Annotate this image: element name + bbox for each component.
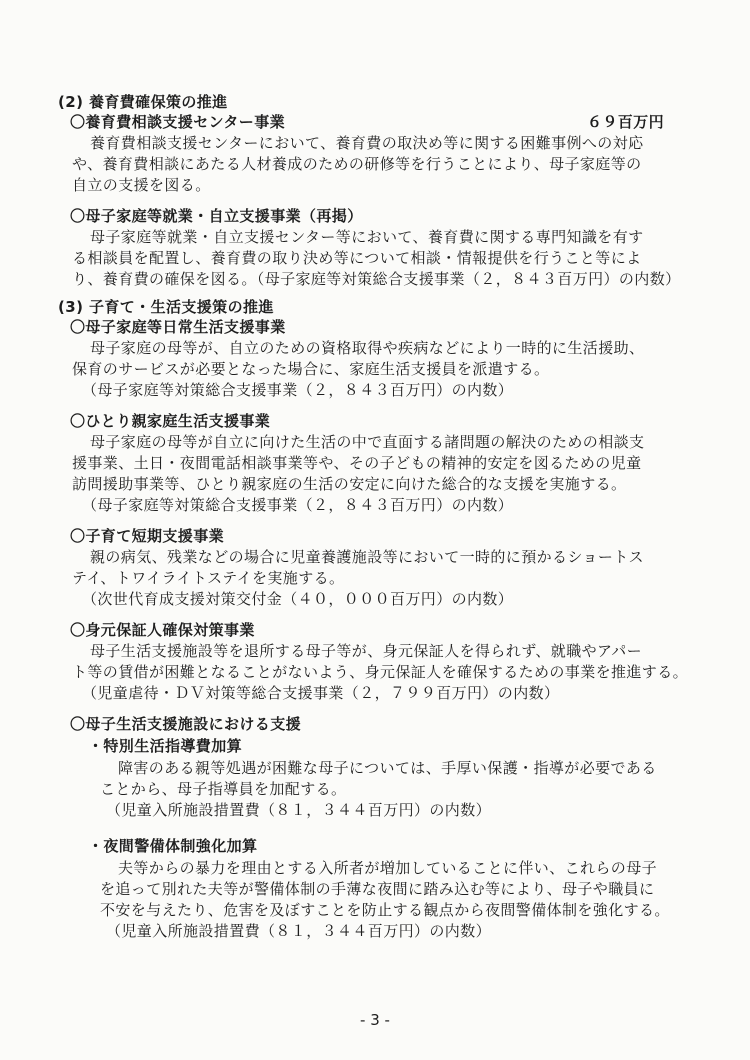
body-line: ことから、母子指導員を加配する。 <box>100 780 347 798</box>
item-title: 〇母子家庭等就業・自立支援事業（再掲） <box>70 207 363 225</box>
budget-note: （児童入所施設措置費（８１，３４４百万円）の内数） <box>106 801 492 819</box>
body-line: 母子家庭の母等が、自立のための資格取得や疾病などにより一時的に生活援助、 <box>90 339 645 357</box>
item-amount: ６９百万円 <box>586 113 664 131</box>
body-line: 不安を与えたり、危害を及ぼすことを防止する観点から夜間警備体制を強化する。 <box>100 901 670 919</box>
budget-note: （母子家庭等対策総合支援事業（２，８４３百万円）の内数） <box>82 381 514 399</box>
body-line: る相談員を配置し、養育費の取り決め等について相談・情報提供を行うこと等によ <box>72 249 642 267</box>
budget-note: （次世代育成支援対策交付金（４０，０００百万円）の内数） <box>82 590 514 608</box>
body-line: 保育のサービスが必要となった場合に、家庭生活支援員を派遣する。 <box>72 360 550 378</box>
item-title: 〇子育て短期支援事業 <box>70 527 225 545</box>
budget-note: （母子家庭等対策総合支援事業（２，８４３百万円）の内数） <box>82 496 514 514</box>
subitem-title: ・特別生活指導費加算 <box>88 737 243 755</box>
subitem-title: ・夜間警備体制強化加算 <box>88 837 258 855</box>
body-line: 援事業、土日・夜間電話相談事業等や、その子どもの精神的安定を図るための児童 <box>72 454 642 472</box>
item-title: 〇母子生活支援施設における支援 <box>70 715 302 733</box>
body-line: 母子家庭等就業・自立支援センター等において、養育費に関する専門知識を有す <box>90 228 644 246</box>
body-line: 訪問援助事業等、ひとり親家庭の生活の安定に向けた総合的な支援を実施する。 <box>72 475 627 493</box>
item-title: 〇養育費相談支援センター事業 <box>70 113 286 131</box>
item-title: 〇母子家庭等日常生活支援事業 <box>70 318 286 336</box>
body-line: 母子家庭の母等が自立に向けた生活の中で直面する諸問題の解決のための相談支 <box>90 433 645 451</box>
body-line: 養育費相談支援センターにおいて、養育費の取決め等に関する困難事例への対応 <box>90 134 644 152</box>
body-line: 親の病気、残業などの場合に児童養護施設等において一時的に預かるショートス <box>90 548 644 566</box>
budget-note: （児童虐待・ＤＶ対策等総合支援事業（２，７９９百万円）の内数） <box>82 684 560 702</box>
body-line: や、養育費相談にあたる人材養成のための研修等を行うことにより、母子家庭等の <box>72 155 642 173</box>
item-title: 〇ひとり親家庭生活支援事業 <box>70 412 271 430</box>
body-line: を追って別れた夫等が警備体制の手薄な夜間に踏み込む等により、母子や職員に <box>100 880 655 898</box>
body-line: テイ、トワイライトステイを実施する。 <box>72 569 345 587</box>
page-number: - 3 - <box>360 1011 390 1029</box>
budget-note: （児童入所施設措置費（８１，３４４百万円）の内数） <box>106 922 492 940</box>
section-heading: (3) 子育て・生活支援策の推進 <box>58 298 274 316</box>
body-line: り、養育費の確保を図る。（母子家庭等対策総合支援事業（２，８４３百万円）の内数） <box>72 270 681 288</box>
item-title: 〇身元保証人確保対策事業 <box>70 621 255 639</box>
body-line: 母子生活支援施設等を退所する母子等が、身元保証人を得られず、就職やアパー <box>90 642 643 660</box>
body-line: 自立の支援を図る。 <box>72 176 211 194</box>
body-line: 障害のある親等処遇が困難な母子については、手厚い保護・指導が必要である <box>118 759 657 777</box>
body-line: ト等の賃借が困難となることがないよう、身元保証人を確保するための事業を推進する。 <box>72 663 689 681</box>
body-line: 夫等からの暴力を理由とする入所者が増加していることに伴い、これらの母子 <box>118 859 658 877</box>
section-heading: (2) 養育費確保策の推進 <box>58 93 228 111</box>
